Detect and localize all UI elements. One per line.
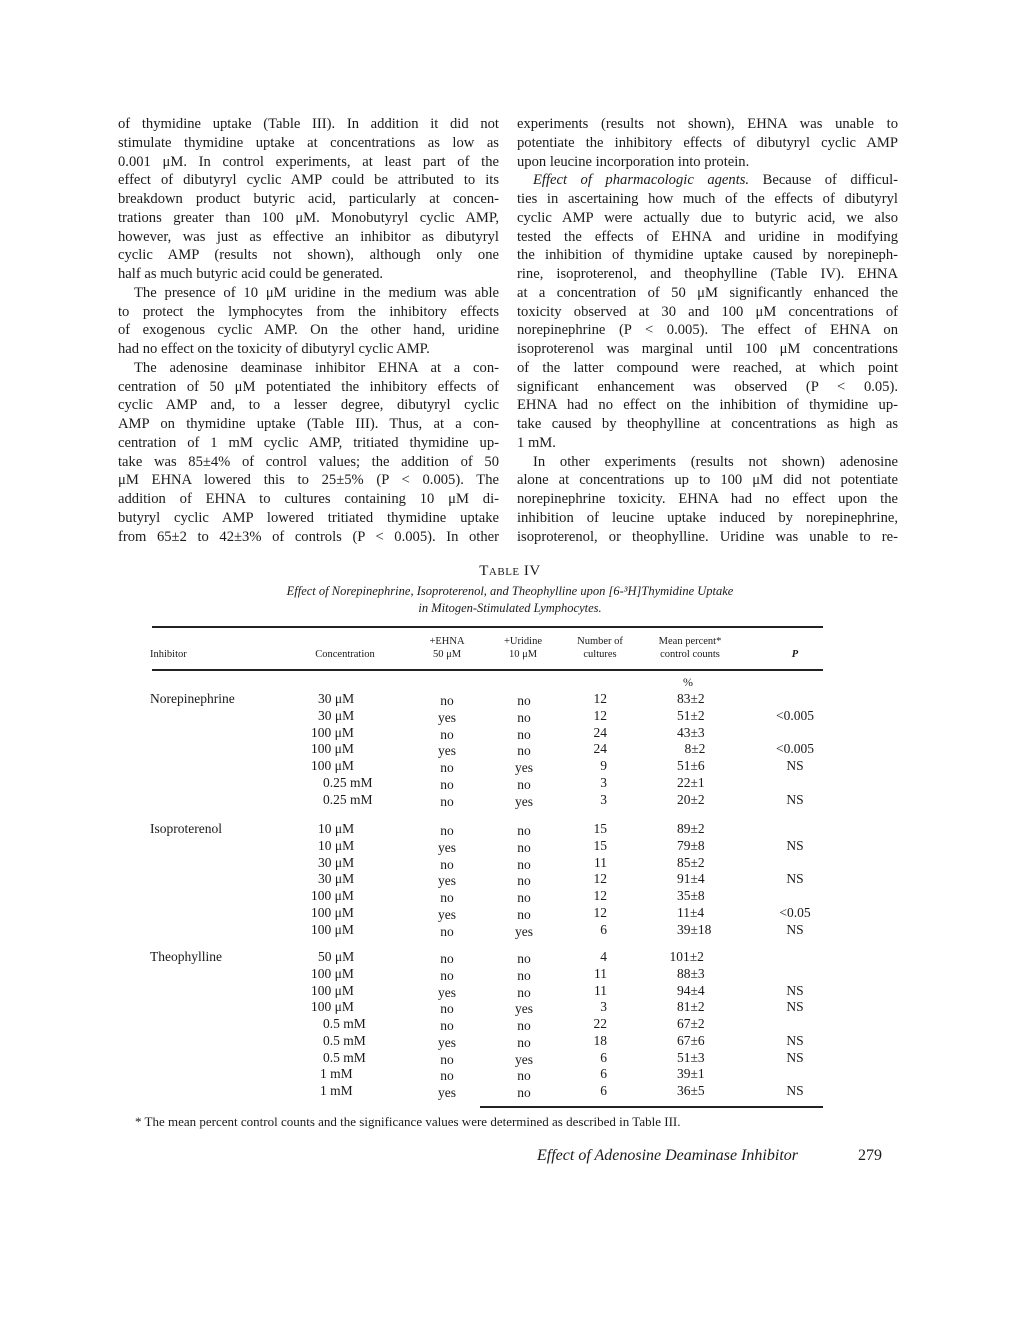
concentration-cell: 0.25 mM (323, 774, 373, 790)
uridine-cell: yes (515, 1051, 533, 1067)
mean-percent-cell: 91±4 (677, 871, 705, 887)
cultures-cell: 3 (600, 791, 607, 807)
text-line: 1 mM. (517, 434, 556, 451)
p-value-cell: <0.005 (776, 741, 814, 757)
text-line: half as much butyric acid could be generated. (118, 266, 384, 282)
text-line: μM EHNA lowered this to 25±5% (P < 0.005). The (118, 472, 499, 489)
cultures-cell: 12 (593, 871, 607, 887)
uridine-cell: no (517, 984, 531, 1000)
text-line: breakdown product butyric acid, particularly at concen- (118, 191, 499, 207)
text-line: EHNA had no effect on the inhibition of thymidine up- (517, 397, 898, 414)
header-mean: Mean percent* control counts (658, 636, 722, 660)
ehna-cell: yes (438, 1034, 456, 1050)
cultures-cell: 12 (593, 707, 607, 723)
uridine-cell: no (517, 890, 531, 905)
concentration-cell: 50 μM (318, 949, 355, 964)
text-line: to protect the lymphocytes from the inhibitory effects (118, 303, 499, 320)
text-line: at a concentration of 50 μM significantly enhanced the (517, 284, 898, 301)
uridine-cell: no (517, 839, 531, 855)
text-line: The presence of 10 μM uridine in the medium was able (134, 284, 499, 301)
mean-percent-cell: 101±2 (669, 949, 704, 964)
mean-percent-cell: 51±3 (677, 1049, 705, 1065)
cultures-cell: 15 (593, 821, 607, 836)
text-line: isoproterenol was marginal until 100 μM concentrations (517, 341, 898, 357)
cultures-cell: 3 (600, 999, 607, 1015)
text-line: norepinephrine toxicity. EHNA had no effect upon the (517, 491, 898, 507)
inhibitor-name: Norepinephrine (150, 691, 235, 706)
uridine-cell: yes (515, 793, 533, 809)
ehna-cell: no (440, 1018, 454, 1033)
text-line: from 65±2 to 42±3% of controls (P < 0.005). In other (118, 528, 499, 545)
concentration-cell: 0.5 mM (323, 1032, 366, 1048)
uridine-cell: no (517, 776, 531, 792)
uridine-cell: no (517, 951, 531, 966)
text-line: potentiate the inhibitory effects of dibutyryl cyclic AMP (517, 134, 898, 151)
mean-percent-cell: 81±2 (677, 999, 705, 1015)
section-heading: Effect of pharmacologic agents. (533, 172, 750, 189)
text-line: The adenosine deaminase inhibitor EHNA at a con- (134, 359, 499, 376)
table-footnote: * The mean percent control counts and the significance values were determined as described in Table III. (135, 1114, 681, 1129)
uridine-cell: no (517, 709, 531, 725)
text-line: of the latter compound were reached, at which point (517, 359, 898, 376)
table-caption-line-2: in Mitogen-Stimulated Lymphocytes. (418, 601, 602, 615)
cultures-cell: 24 (593, 724, 607, 740)
mean-percent-cell: 85±2 (677, 854, 705, 870)
concentration-cell: 100 μM (311, 904, 354, 920)
table-header-rule (152, 669, 823, 671)
p-value-cell: NS (786, 837, 804, 853)
ehna-cell: no (440, 890, 454, 905)
p-value-cell: NS (786, 1083, 804, 1098)
cultures-cell: 12 (593, 691, 607, 706)
mean-percent-cell: 35±8 (677, 888, 705, 903)
ehna-cell: no (440, 823, 454, 838)
cultures-cell: 24 (593, 741, 607, 757)
p-value-cell: NS (786, 1049, 804, 1065)
text-line: alone at concentrations up to 100 μM did not potentiate (517, 472, 898, 489)
cultures-cell: 11 (594, 982, 607, 998)
header-uridine: +Uridine 10 μM (504, 636, 542, 660)
inhibitor-name: Theophylline (150, 949, 222, 964)
uridine-cell: no (517, 967, 531, 983)
text-line: the inhibition of thymidine uptake caused by norepineph- (517, 247, 898, 264)
cultures-cell: 18 (593, 1032, 607, 1048)
mean-percent-cell: 39±18 (677, 921, 712, 937)
p-value-cell: NS (786, 871, 804, 887)
mean-percent-cell: 79±8 (677, 837, 705, 853)
left-text-column (118, 115, 499, 546)
concentration-cell: 30 μM (318, 854, 355, 870)
inhibitor-name: Isoproterenol (150, 821, 222, 836)
text-line: of thymidine uptake (Table III). In addition it did not (118, 116, 499, 132)
ehna-cell: yes (438, 873, 456, 889)
text-line: effect of dibutyryl cyclic AMP could be attributed to its (118, 172, 499, 189)
text-line: however, was just as effective an inhibitor as dibutyryl (118, 228, 499, 245)
text-line: stimulate thymidine uptake at concentrations as low as (118, 134, 499, 151)
cultures-cell: 22 (593, 1016, 607, 1031)
concentration-cell: 1 mM (320, 1066, 353, 1082)
ehna-cell: yes (438, 743, 456, 759)
concentration-cell: 100 μM (311, 999, 354, 1015)
mean-percent-cell: 36±5 (677, 1083, 705, 1098)
text-line: isoproterenol, or theophylline. Uridine was unable to re- (517, 528, 898, 545)
text-line: upon leucine incorporation into protein. (517, 153, 750, 170)
mean-percent-cell: 11±4 (677, 904, 705, 920)
mean-percent-cell: 8±2 (684, 741, 706, 757)
header-inhibitor: Inhibitor (150, 649, 187, 660)
table-top-rule (152, 626, 823, 628)
concentration-cell: 100 μM (311, 888, 354, 903)
ehna-cell: no (440, 967, 454, 983)
text-line: trations greater than 100 μM. Monobutyryl cyclic AMP, (118, 209, 499, 226)
ehna-cell: no (440, 693, 454, 708)
uridine-cell: no (517, 743, 531, 759)
header-cultures: Number of cultures (577, 636, 623, 660)
mean-percent-cell: 51±2 (677, 707, 705, 723)
text-line: experiments (results not shown), EHNA was unable to (517, 116, 898, 132)
running-title: Effect of Adenosine Deaminase Inhibitor (537, 1147, 798, 1164)
text-line: take caused by theophylline at concentrations as high as (517, 416, 898, 432)
text-line: cyclic AMP (results not shown), although only one (118, 247, 499, 264)
p-value-cell: NS (786, 982, 804, 998)
cultures-cell: 12 (593, 904, 607, 920)
text-line: take was 85±4% of control values; the addition of 50 (118, 453, 499, 470)
cultures-cell: 9 (600, 758, 607, 773)
page-number: 279 (858, 1147, 882, 1164)
text-line: butyryl cyclic AMP lowered tritiated thymidine uptake (118, 509, 499, 526)
p-value-cell: NS (786, 758, 804, 773)
concentration-cell: 100 μM (311, 741, 354, 757)
ehna-cell: yes (438, 709, 456, 725)
mean-percent-cell: 67±2 (677, 1016, 705, 1031)
mean-percent-cell: 22±1 (677, 774, 705, 790)
concentration-cell: 100 μM (311, 982, 354, 998)
text-line: had no effect on the toxicity of dibutyryl cyclic AMP. (118, 341, 430, 357)
ehna-cell: yes (438, 906, 456, 922)
ehna-cell: no (440, 760, 454, 775)
ehna-cell: yes (438, 984, 456, 1000)
cultures-cell: 11 (594, 854, 607, 870)
header-concentration: Concentration (315, 649, 375, 660)
mean-percent-cell: 83±2 (677, 691, 705, 706)
cultures-cell: 4 (600, 949, 607, 964)
cultures-cell: 6 (600, 1049, 607, 1065)
text-line: AMP on thymidine uptake (Table III). Thus, at a con- (118, 416, 499, 432)
cultures-cell: 6 (600, 1083, 607, 1098)
cultures-cell: 3 (600, 774, 607, 790)
text-line: centration of 1 mM cyclic AMP, tritiated thymidine up- (118, 434, 499, 451)
text-line: rine, isoproterenol, and theophylline (Table IV). EHNA (517, 266, 898, 282)
uridine-cell: no (517, 1034, 531, 1050)
uridine-cell: no (517, 823, 531, 838)
right-text-column (517, 115, 898, 546)
ehna-cell: no (440, 776, 454, 792)
concentration-cell: 1 mM (320, 1083, 353, 1098)
text-line: norepinephrine (P < 0.005). The effect of EHNA on (517, 322, 898, 339)
text-line: 0.001 μM. In control experiments, at least part of the (118, 153, 499, 170)
table-caption-line-1: Effect of Norepinephrine, Isoproterenol, and Theophylline upon [6-³H]Thymidine Uptake (286, 584, 734, 598)
uridine-cell: no (517, 693, 531, 708)
p-value-cell: <0.05 (779, 904, 811, 920)
ehna-cell: yes (438, 1085, 456, 1100)
p-value-cell: <0.005 (776, 707, 814, 723)
ehna-cell: no (440, 856, 454, 872)
text-line: tested the effects of EHNA and uridine in modifying (517, 228, 898, 245)
ehna-cell: yes (438, 839, 456, 855)
uridine-cell: no (517, 856, 531, 872)
cultures-cell: 12 (593, 888, 607, 903)
header-p: P (791, 649, 799, 660)
concentration-cell: 0.25 mM (323, 791, 373, 807)
mean-percent-cell: 39±1 (677, 1066, 705, 1082)
uridine-cell: no (517, 1068, 531, 1084)
mean-percent-cell: 43±3 (677, 724, 705, 740)
ehna-cell: no (440, 951, 454, 966)
p-value-cell: NS (786, 1032, 804, 1048)
mean-percent-cell: 94±4 (677, 982, 705, 998)
mean-percent-cell: 51±6 (677, 758, 705, 773)
mean-percent-cell: 89±2 (677, 821, 705, 836)
concentration-cell: 30 μM (318, 691, 355, 706)
uridine-cell: no (517, 873, 531, 889)
concentration-cell: 10 μM (318, 821, 355, 836)
uridine-cell: yes (515, 760, 533, 775)
uridine-cell: no (517, 1085, 531, 1100)
text-line: toxicity observed at 30 and 100 μM concentrations of (517, 303, 898, 320)
concentration-cell: 100 μM (311, 758, 354, 773)
ehna-cell: no (440, 1001, 454, 1017)
concentration-cell: 100 μM (311, 965, 354, 981)
ehna-cell: no (440, 793, 454, 809)
cultures-cell: 15 (593, 837, 607, 853)
concentration-cell: 10 μM (318, 837, 355, 853)
cultures-cell: 6 (600, 1066, 607, 1082)
text-line: cyclic AMP were actually due to butyric acid, we also (517, 209, 898, 226)
header-ehna: +EHNA 50 μM (429, 636, 465, 660)
mean-percent-cell: 20±2 (677, 791, 705, 807)
table-title: Table IV (479, 563, 541, 579)
uridine-cell: yes (515, 1001, 533, 1017)
p-value-cell: NS (786, 791, 804, 807)
table-bottom-rule (480, 1106, 823, 1108)
text-line: ties in ascertaining how much of the effects of dibutyryl (517, 191, 898, 207)
concentration-cell: 0.5 mM (323, 1049, 366, 1065)
mean-percent-cell: 67±6 (677, 1032, 705, 1048)
uridine-cell: yes (515, 923, 533, 939)
cultures-cell: 11 (594, 965, 607, 981)
p-value-cell: NS (786, 999, 804, 1015)
uridine-cell: no (517, 906, 531, 922)
text-line: In other experiments (results not shown) adenosine (533, 453, 898, 470)
concentration-cell: 0.5 mM (323, 1016, 366, 1031)
uridine-cell: no (517, 1018, 531, 1033)
text-line: Effect of pharmacologic agents. Because of difficul- (533, 172, 898, 189)
ehna-cell: no (440, 726, 454, 742)
uridine-cell: no (517, 726, 531, 742)
ehna-cell: no (440, 1068, 454, 1084)
text-line: cyclic AMP and, to a lesser degree, dibutyryl cyclic (118, 397, 499, 414)
percent-unit: % (683, 675, 693, 689)
concentration-cell: 100 μM (311, 921, 354, 937)
text-line: addition of EHNA to cultures containing 10 μM di- (118, 491, 499, 507)
text-line: centration of 50 μM potentiated the inhibitory effects of (118, 378, 499, 395)
concentration-cell: 100 μM (311, 724, 354, 740)
cultures-cell: 6 (600, 921, 607, 937)
text-line: significant enhancement was observed (P < 0.05). (517, 378, 898, 395)
concentration-cell: 30 μM (318, 707, 355, 723)
mean-percent-cell: 88±3 (677, 965, 705, 981)
concentration-cell: 30 μM (318, 871, 355, 887)
text-line: inhibition of leucine uptake induced by norepinephrine, (517, 509, 898, 526)
p-value-cell: NS (786, 921, 804, 937)
text-line: of exogenous cyclic AMP. On the other hand, uridine (118, 322, 499, 339)
ehna-cell: no (440, 1051, 454, 1067)
ehna-cell: no (440, 923, 454, 939)
